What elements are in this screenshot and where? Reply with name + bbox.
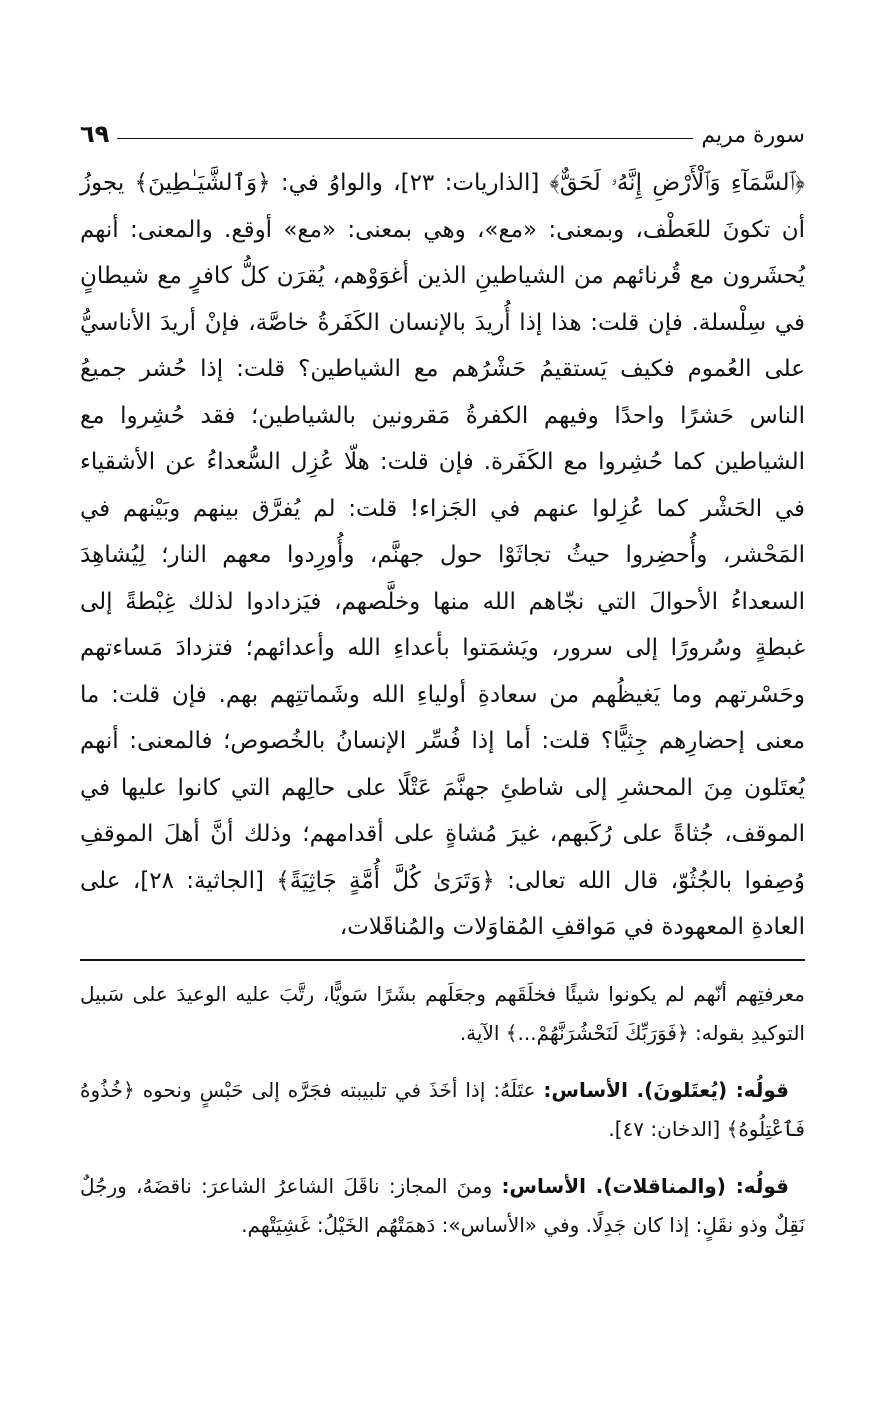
footnote-2-body: عتَلَهُ: إذا أخَذَ في تلبيبته فجَرَّه إلى حَبْسٍ ونحوه ﴿خُذُوهُ فَٱعْتِلُوهُ﴾ [الدخان: ٤٧]. — [80, 1077, 805, 1141]
main-text — [80, 160, 805, 951]
footnote-3 — [80, 1167, 805, 1245]
footnote-1: معرفتِهم أنّهم لم يكونوا شيئًا فخلَقَهم وجعَلَهم بشَرًا سَويًّا، رتَّبَ عليه الوعيدَ على سَبيل التوكيدِ بقوله: ﴿فَوَرَبِّكَ لَنَحْشُرَنَّهُمْ...﴾ الآية. — [80, 981, 805, 1045]
text-line: حَشْرُهم مع الشياطين؟ قلت: إذا حُشر جميعُ الناس حَشرًا واحدًا وفيهم الكفرةُ — [80, 356, 806, 429]
text-line: وما يَغيظُهم من سعادةِ أولياءِ الله وشَماتتِهم بهم. فإن قلت: ما معنى إحضارِهم — [80, 681, 806, 754]
footnote-divider — [80, 959, 805, 961]
footnote-2 — [80, 1071, 805, 1149]
text-line: ﴿ٱلسَّمَآءِ وَٱلْأَرْضِ إِنَّهُۥ لَحَقٌّ﴾ [الذاريات: ٢٣]، والواوُ في: ﴿وَٱلشَّيَـٰطِينَ﴾ يجوزُ أن تكونَ — [80, 170, 806, 243]
footnote-3-body: ومنَ المجاز: ناقَلَ الشاعرُ الشاعرَ: ناقضَهُ، ورجُلٌ نَقِلٌ وذو نقَلٍ: إذا كان جَدِلًا. وفي «الأساس»: دَهمَتْهُم الخَيْلُ: غَشِيَتْهم. — [80, 1173, 805, 1237]
text-line: لِيُشاهِدَ السعداءُ الأحوالَ التي نجّاهم الله منها وخلَّصهم، فيَزدادوا لذلك غِبْطةً إلى — [80, 542, 805, 615]
text-line: قُرنائهم من الشياطينِ الذين أغوَوْهم، يُقرَن كلُّ كافرٍ مع شيطانٍ في سِلْسلة. فإن قلت: — [80, 263, 806, 336]
text-line: غبطةٍ وسُرورًا إلى سرور، ويَشمَتوا بأعداءِ الله وأعدائهم؛ فتزدادَ مَساءتهم وحَسْرتهم — [80, 635, 805, 708]
surah-title: سورة مريم — [701, 123, 805, 148]
page-header — [80, 108, 805, 148]
page-number: ٦٩ — [80, 120, 110, 148]
header-rule — [117, 138, 693, 139]
footnote-3-head: قولُه: (والمناقلات). الأساس: — [501, 1173, 789, 1198]
text-line: شاطئِ جهنَّمَ عَتْلًا على حالِهم التي كانوا عليها في الموقف، جُثاةً على رُكَبهم، غيرَ — [80, 774, 806, 847]
text-line: بينهم وبَيْنهم في المَحْشر، وأُحضِروا حيثُ تجاثَوْا حول جهنَّم، وأُورِدوا معهم النار؛ — [80, 495, 805, 568]
text-line: مَقرونين بالشياطين؛ فقد حُشِروا مع الشياطين كما حُشِروا مع الكَفَرة. فإن قلت: — [80, 402, 805, 475]
text-line: كُلَّ أُمَّةٍ جَاثِيَةً﴾ [الجاثية: ٢٨]، على العادةِ المعهودة في مَواقفِ المُقاوَلات والمُناقَلات، — [80, 867, 805, 940]
footnote-2-head: قولُه: (يُعتَلونَ). الأساس: — [543, 1077, 789, 1102]
text-line: هلّا عُزِل السُّعداءُ عن الأشقياء في الحَشْر كما عُزِلوا عنهم في الجَزاء! قلت: لم يُفرَّق — [80, 449, 806, 522]
text-line: مُشاةٍ على أقدامهم؛ وذلك أنَّ أهلَ الموقفِ وُصِفوا بالجُثُوّ، قال الله تعالى: ﴿وَتَرَىٰ — [80, 821, 805, 894]
text-line: هذا إذا أُريدَ بالإنسان الكَفَرةُ خاصَّة، فإنْ أريدَ الأناسيُّ على العُموم فكيف يَستقيمُ — [80, 309, 806, 382]
page — [80, 108, 805, 1263]
text-line: جِثيًّا؟ قلت: أما إذا فُسِّر الإنسانُ بالخُصوص؛ فالمعنى: أنهم يُعتَلون مِنَ المحشرِ إلى — [80, 728, 805, 801]
text-line: للعَطْف، وبمعنى: «مع»، وهي بمعنى: «مع» أوقع. والمعنى: أنهم يُحشَرون مع — [80, 216, 806, 289]
